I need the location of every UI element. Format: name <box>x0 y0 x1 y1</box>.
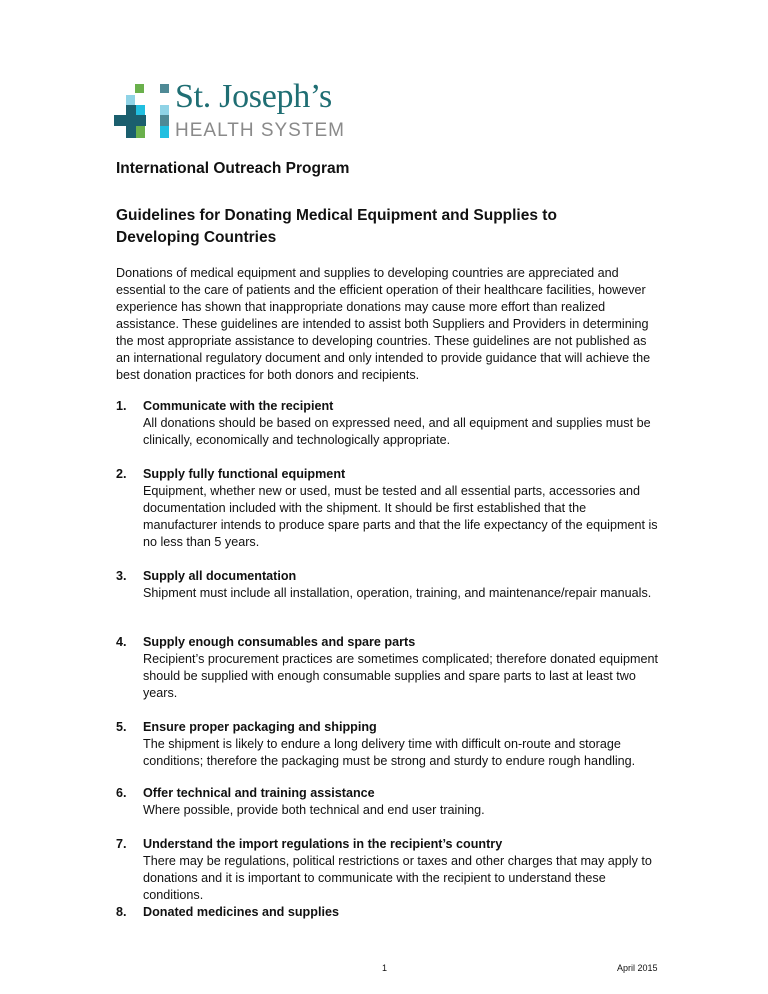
logo-block-green-top <box>135 84 144 93</box>
item-heading: Communicate with the recipient <box>143 399 334 413</box>
item-heading: Supply fully functional equipment <box>143 467 346 481</box>
item-number: 8. <box>116 905 127 919</box>
logo-block-tealgray-top <box>160 84 169 93</box>
guideline-item <box>116 836 661 904</box>
item-body: Shipment must include all installation, operation, training, and maintenance/repair manuals. <box>143 586 652 600</box>
footer-date: April 2015 <box>617 963 658 973</box>
item-heading: Supply enough consumables and spare parts <box>143 635 416 649</box>
item-number: 5. <box>116 720 127 734</box>
item-body: Where possible, provide both technical and end user training. <box>143 803 485 817</box>
logo <box>110 78 345 148</box>
guideline-item <box>116 466 661 551</box>
item-heading: Offer technical and training assistance <box>143 786 375 800</box>
logo-block-lightblue <box>126 95 135 105</box>
guideline-item <box>116 634 661 702</box>
logo-block-cyan-right <box>160 126 169 138</box>
guideline-item <box>116 904 661 921</box>
item-number: 1. <box>116 399 127 413</box>
item-number: 3. <box>116 569 127 583</box>
logo-subtitle: HEALTH SYSTEM <box>175 120 345 141</box>
guideline-item <box>116 785 661 819</box>
logo-name: St. Joseph’s <box>175 78 332 115</box>
guideline-item <box>116 568 661 602</box>
logo-block-lightblue-right <box>160 105 169 115</box>
item-heading: Donated medicines and supplies <box>143 905 339 919</box>
item-heading: Ensure proper packaging and shipping <box>143 720 377 734</box>
item-body: There may be regulations, political restrictions or taxes and other charges that may apply to donations and it is important to communicate with the recipient to understand these conditions. <box>143 854 652 902</box>
guideline-item <box>116 398 661 449</box>
logo-block-green-bottom <box>136 126 145 138</box>
item-number: 2. <box>116 467 127 481</box>
item-number: 4. <box>116 635 127 649</box>
program-heading: International Outreach Program <box>116 160 350 177</box>
item-heading: Supply all documentation <box>143 569 297 583</box>
logo-block-tealgray-right <box>160 115 169 126</box>
logo-cross-horizontal <box>114 115 146 126</box>
logo-block-cyan <box>136 105 145 115</box>
intro-paragraph: Donations of medical equipment and supplies to developing countries are appreciated and essential to the care of patients and the efficient operation of their healthcare facilities, however experience has shown that inappropriate donations may cause more effort than realized assistance. These guidelines are intended to assist both Suppliers and Providers in determining the most appropriate assistance to developing countries. These guidelines are not published as an international regulatory document and only intended to provide guidance that will achieve the best donation practices for both donors and recipients. <box>116 266 651 382</box>
page-number: 1 <box>382 963 388 973</box>
item-body: Equipment, whether new or used, must be tested and all essential parts, accessories and documentation included with the shipment. It should be first established that the manufacturer intends to produce spare parts and that the life expectancy of the equipment is no less than 5 years. <box>143 484 658 549</box>
document-title: Guidelines for Donating Medical Equipment and Supplies to Developing Countries <box>116 207 557 246</box>
item-body: All donations should be based on expressed need, and all equipment and supplies must be clinically, economically and technologically appropriate. <box>143 416 651 447</box>
item-number: 7. <box>116 837 127 851</box>
item-body: The shipment is likely to endure a long delivery time with difficult on-route and storage conditions; therefore the packaging must be strong and sturdy to endure rough handling. <box>143 737 636 768</box>
item-heading: Understand the import regulations in the recipient’s country <box>143 837 503 851</box>
guideline-item <box>116 719 661 770</box>
item-body: Recipient’s procurement practices are sometimes complicated; therefore donated equipment should be supplied with enough consumable supplies and spare parts to last at least two years. <box>143 652 658 700</box>
item-number: 6. <box>116 786 127 800</box>
